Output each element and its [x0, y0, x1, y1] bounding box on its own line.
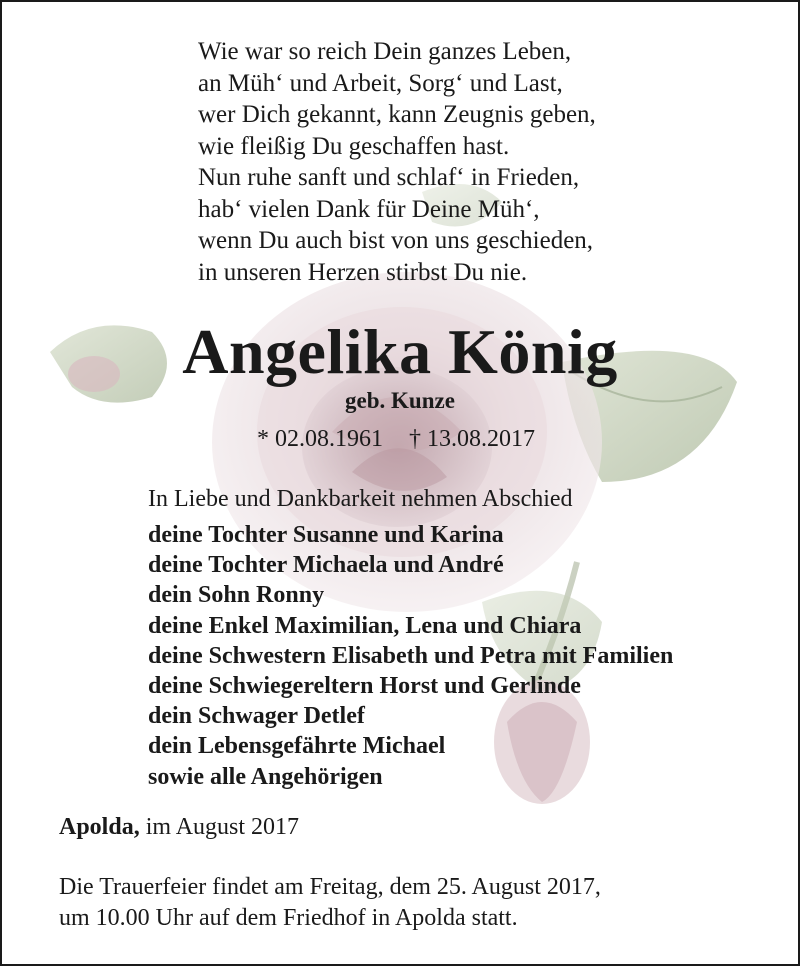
- mourner-line: deine Schwestern Elisabeth und Petra mit Familien: [148, 642, 674, 669]
- poem-line: wenn Du auch bist von uns geschieden,: [198, 227, 594, 254]
- poem-line: Nun ruhe sanft und schlaf‘ in Frieden,: [198, 164, 580, 191]
- mourner-line: deine Schwiegereltern Horst und Gerlinde: [148, 673, 581, 700]
- farewell-intro: In Liebe und Dankbarkeit nehmen Abschied: [148, 486, 573, 512]
- poem-line: in unseren Herzen stirbst Du nie.: [198, 258, 528, 286]
- poem-line: wer Dich gekannt, kann Zeugnis geben,: [198, 101, 596, 128]
- life-dates: [257, 426, 535, 453]
- mourner-line: dein Schwager Detlef: [148, 703, 365, 730]
- mourners-list: [148, 520, 673, 792]
- mourner-line: sowie alle Angehörigen: [148, 763, 383, 790]
- service-line: Die Trauerfeier findet am Freitag, dem 25. August 2017,: [59, 874, 601, 900]
- service-line: um 10.00 Uhr auf dem Friedhof in Apolda statt.: [59, 905, 518, 931]
- poem-line: wie fleißig Du geschaffen hast.: [198, 132, 510, 160]
- deceased-name: Angelika König: [182, 316, 618, 387]
- poem-line: hab‘ vielen Dank für Deine Müh‘,: [198, 195, 540, 223]
- mourner-line: dein Sohn Ronny: [148, 582, 325, 609]
- poem-line: an Müh‘ und Arbeit, Sorg‘ und Last,: [198, 69, 563, 97]
- death-date: † 13.08.2017: [409, 426, 535, 452]
- mourner-line: deine Tochter Susanne und Karina: [148, 522, 504, 548]
- notice-date: im August 2017: [139, 814, 300, 840]
- maiden-name: geb. Kunze: [345, 388, 455, 413]
- mourner-line: deine Enkel Maximilian, Lena und Chiara: [148, 612, 582, 639]
- memorial-poem: [198, 36, 596, 288]
- place-name: Apolda,: [59, 814, 140, 840]
- place-and-date: [59, 814, 299, 841]
- mourner-line: deine Tochter Michaela und André: [148, 552, 504, 579]
- poem-line: Wie war so reich Dein ganzes Leben,: [198, 38, 572, 65]
- mourner-line: dein Lebensgefährte Michael: [148, 733, 446, 760]
- funeral-service-info: [59, 872, 601, 934]
- birth-date: * 02.08.1961: [257, 426, 383, 452]
